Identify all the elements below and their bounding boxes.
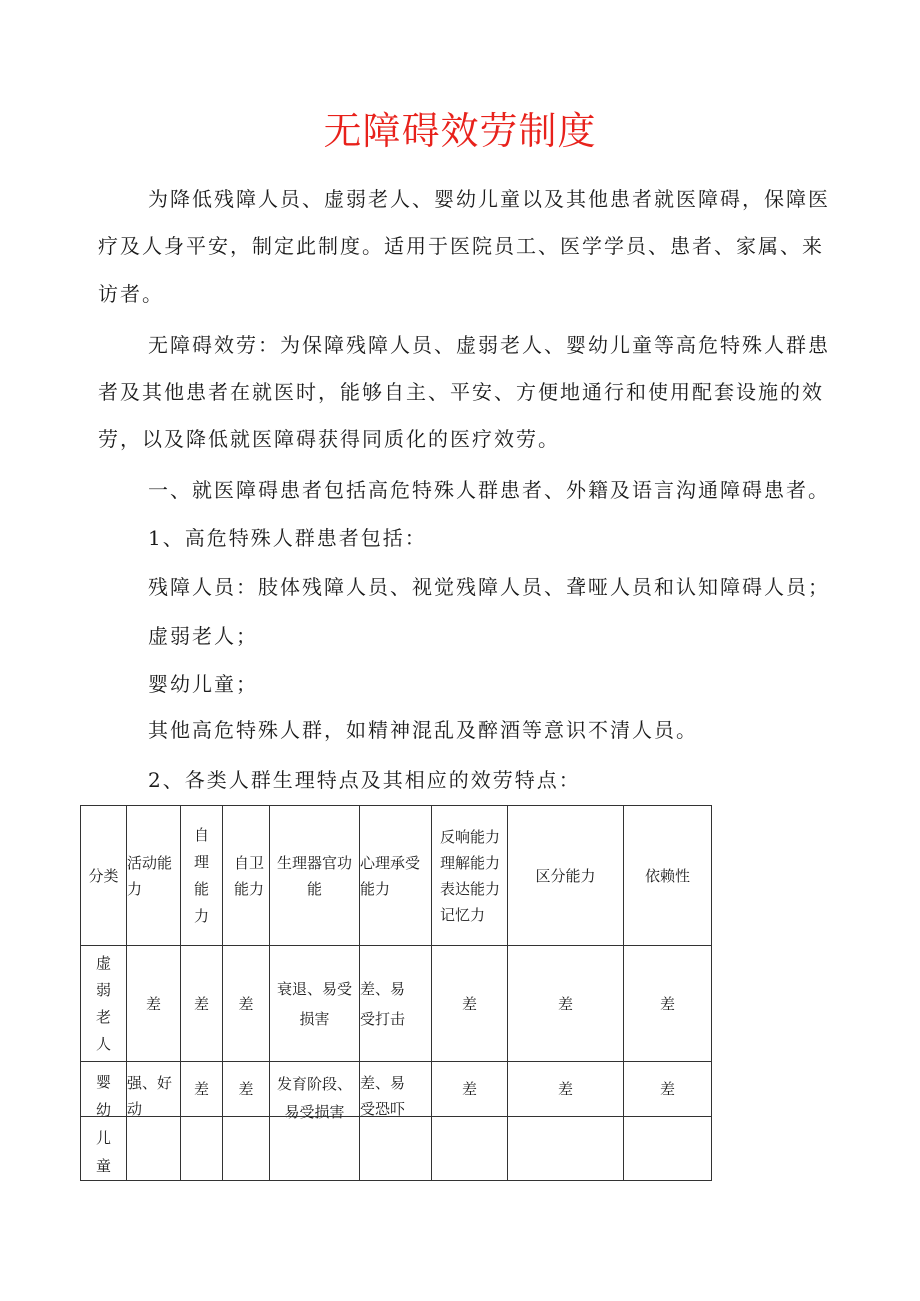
cell-organs: 发育阶段、易受损害 bbox=[270, 1062, 360, 1181]
row-separator bbox=[80, 1116, 711, 1117]
cell-psych: 差、易受打击 bbox=[360, 946, 432, 1062]
cell-reaction: 差 bbox=[432, 946, 508, 1062]
cell-dependence: 差 bbox=[624, 1062, 712, 1181]
cell-activity: 差 bbox=[127, 946, 181, 1062]
header-activity: 活动能力 bbox=[127, 806, 181, 946]
table-header-row bbox=[81, 806, 712, 946]
cell-self-care: 差 bbox=[181, 946, 223, 1062]
cell-psych: 差、易受恐吓 bbox=[360, 1062, 432, 1181]
definition-line-3: 劳，以及降低就医障碍获得同质化的医疗效劳。 bbox=[98, 427, 560, 451]
header-category: 分类 bbox=[81, 806, 127, 946]
intro-line-2: 疗及人身平安，制定此制度。适用于医院员工、医学学员、患者、家属、来 bbox=[98, 234, 824, 258]
list-item-children: 婴幼儿童； bbox=[148, 672, 258, 696]
cell-organs: 衰退、易受损害 bbox=[270, 946, 360, 1062]
cell-distinguish: 差 bbox=[508, 946, 624, 1062]
intro-line-1: 为降低残障人员、虚弱老人、婴幼儿童以及其他患者就医障碍，保障医 bbox=[148, 187, 830, 211]
header-self-care: 自理能力 bbox=[181, 806, 223, 946]
definition-line-2: 者及其他患者在就医时，能够自主、平安、方便地通行和使用配套设施的效 bbox=[98, 380, 824, 404]
item-1-heading: 1、高危特殊人群患者包括： bbox=[148, 526, 427, 550]
header-dependence: 依赖性 bbox=[624, 806, 712, 946]
cell-reaction: 差 bbox=[432, 1062, 508, 1181]
definition-line-1: 无障碍效劳：为保障残障人员、虚弱老人、婴幼儿童等高危特殊人群患 bbox=[148, 333, 830, 357]
header-self-defense: 自卫能力 bbox=[223, 806, 270, 946]
list-item-elderly: 虚弱老人； bbox=[148, 624, 258, 648]
item-2-heading: 2、各类人群生理特点及其相应的效劳特点： bbox=[148, 768, 581, 792]
cell-self-care: 差 bbox=[181, 1062, 223, 1181]
cell-self-defense: 差 bbox=[223, 946, 270, 1062]
characteristics-table bbox=[80, 805, 712, 1181]
cell-self-defense: 差 bbox=[223, 1062, 270, 1181]
cell-category: 虚弱老人 bbox=[81, 946, 127, 1062]
list-item-other: 其他高危特殊人群，如精神混乱及醉酒等意识不清人员。 bbox=[148, 718, 698, 742]
cell-distinguish: 差 bbox=[508, 1062, 624, 1181]
section-one-heading: 一、就医障碍患者包括高危特殊人群患者、外籍及语言沟通障碍患者。 bbox=[148, 478, 830, 502]
header-reaction: 反响能力理解能力表达能力记忆力 bbox=[432, 806, 508, 946]
cell-dependence: 差 bbox=[624, 946, 712, 1062]
table-row bbox=[81, 1062, 712, 1181]
document-title: 无障碍效劳制度 bbox=[323, 109, 597, 153]
header-organs: 生理器官功能 bbox=[270, 806, 360, 946]
cell-category: 婴幼儿童 bbox=[81, 1062, 127, 1181]
header-psych: 心理承受能力 bbox=[360, 806, 432, 946]
header-distinguish: 区分能力 bbox=[508, 806, 624, 946]
cell-activity: 强、好动 bbox=[127, 1062, 181, 1181]
list-item-disabled: 残障人员：肢体残障人员、视觉残障人员、聋哑人员和认知障碍人员； bbox=[148, 575, 830, 599]
table-row bbox=[81, 946, 712, 1062]
intro-line-3: 访者。 bbox=[98, 282, 164, 306]
